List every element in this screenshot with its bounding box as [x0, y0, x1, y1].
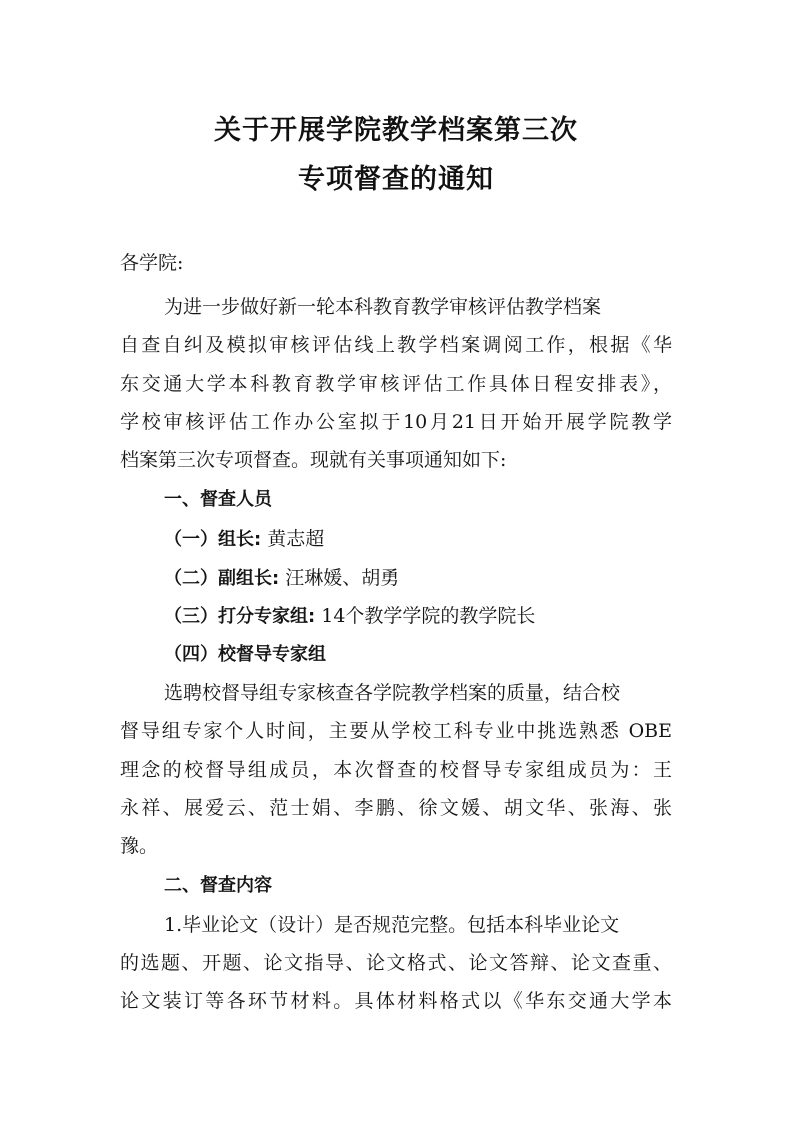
document-title-line-1: 关于开展学院教学档案第三次: [214, 115, 578, 146]
document-title-line-2: 专项督查的通知: [298, 164, 494, 195]
personnel-item-supervision-group: [164, 643, 326, 666]
personnel-item-leader: [164, 528, 324, 551]
personnel-value: 汪琳媛、胡勇: [279, 567, 400, 589]
supervision-paragraph-line-1: 选聘校督导组专家核查各学院教学档案的质量，结合校: [164, 682, 621, 704]
intro-line-5: 档案第三次专项督查。现就有关事项通知如下:: [120, 449, 507, 471]
intro-line-1: 为进一步做好新一轮本科教育教学审核评估教学档案: [164, 296, 602, 318]
personnel-value: 黄志超: [261, 528, 325, 550]
salutation: 各学院:: [120, 252, 184, 274]
personnel-label: （三）打分专家组:: [164, 606, 316, 627]
personnel-item-deputy: [164, 567, 399, 590]
content-paragraph-line-2: 的选题、开题、论文指导、论文格式、论文答辩、论文查重、: [120, 952, 672, 974]
section-1-heading: 一、督查人员: [164, 489, 272, 510]
personnel-label: （四）校督导专家组: [164, 644, 326, 665]
personnel-item-scoring-group: [164, 605, 535, 628]
personnel-value: 14个教学学院的教学院长: [315, 605, 536, 627]
intro-line-4: 学校审核评估工作办公室拟于10月21日开始开展学院教学: [120, 411, 672, 433]
personnel-label: （一）组长:: [164, 529, 262, 550]
section-2-heading: 二、督查内容: [164, 875, 272, 896]
intro-line-3: 东交通大学本科教育教学审核评估工作具体日程安排表》，: [120, 373, 672, 395]
personnel-label: （二）副组长:: [164, 568, 280, 589]
supervision-paragraph-line-3: 理念的校督导组成员，本次督查的校督导专家组成员为：王: [120, 759, 672, 781]
supervision-paragraph-line-5: 豫。: [120, 835, 159, 857]
intro-line-2: 自查自纠及模拟审核评估线上教学档案调阅工作，根据《华: [120, 334, 672, 356]
content-paragraph-line-3: 论文装订等各环节材料。具体材料格式以《华东交通大学本: [120, 990, 672, 1012]
supervision-paragraph-line-2: 督导组专家个人时间，主要从学校工科专业中挑选熟悉 OBE: [120, 720, 672, 742]
content-paragraph-line-1: 1.毕业论文（设计）是否规范完整。包括本科毕业论文: [164, 914, 620, 936]
supervision-paragraph-line-4: 永祥、展爱云、范士娟、李鹏、徐文媛、胡文华、张海、张: [120, 797, 672, 819]
